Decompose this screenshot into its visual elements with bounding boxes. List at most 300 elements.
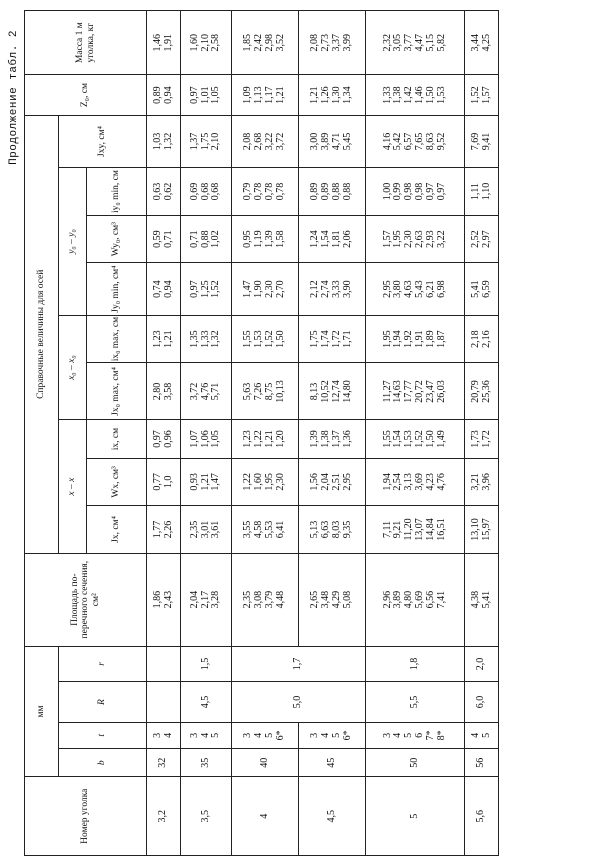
cell-jx-value: 6,63: [320, 520, 332, 539]
cell-jy0-value: 1,47: [242, 280, 254, 298]
cell-ix-value: 1,21: [264, 430, 275, 448]
cell-z0-value: 1,21: [309, 86, 321, 104]
cell-jx-value: 13,07: [414, 518, 425, 541]
cell-jx0-value: 8,13: [309, 382, 321, 401]
cell-mass-value: 4,47: [414, 33, 425, 52]
cell-jy0: [232, 263, 299, 315]
header-reference: Справочные величины для осей: [25, 115, 59, 553]
cell-ix-value: 0,96: [162, 430, 174, 448]
header-ix0: ix₀ max, см: [87, 315, 147, 363]
cell-wy0: [181, 215, 232, 263]
cell-jx: [232, 506, 299, 554]
cell-ix: [366, 420, 465, 458]
header-r: r: [59, 646, 147, 682]
cell-iy0: [147, 168, 181, 216]
cell-jx-value: 3,01: [199, 520, 211, 539]
cell-jxy-value: 9,52: [435, 132, 447, 151]
header-mass: Масса 1 м уголка, кг: [25, 11, 147, 75]
cell-jx0-value: 12,74: [331, 380, 342, 403]
cell-wx-value: 2,95: [341, 473, 353, 491]
cell-z0: [299, 75, 366, 115]
cell-iy0-value: 0,97: [424, 182, 436, 201]
cell-jxy: [181, 115, 232, 167]
cell-jxy-value: 1,03: [151, 132, 163, 151]
cell-wx-value: 1,0: [162, 475, 174, 489]
cell-jy0-value: 1,25: [199, 280, 211, 298]
header-R: R: [59, 682, 147, 722]
cell-ix0-value: 1,87: [435, 330, 447, 348]
header-wy0: Wy₀, см³: [87, 215, 147, 263]
cell-wx-value: 4,76: [435, 473, 447, 491]
cell-wy0: [299, 215, 366, 263]
cell-wx: [232, 458, 299, 506]
cell-area-value: 4,48: [274, 590, 286, 609]
cell-iy0: [181, 168, 232, 216]
cell-t: [232, 722, 299, 748]
cell-z0-value: 1,17: [264, 86, 275, 104]
cell-wx-value: 1,94: [381, 473, 393, 491]
cell-z0: [181, 75, 232, 115]
cell-jy0-value: 2,74: [320, 280, 332, 298]
cell-ix0-value: 1,52: [264, 330, 275, 348]
cell-jx0-value: 3,58: [162, 382, 174, 401]
cell-t-value: 4: [162, 732, 174, 738]
cell-ix0-value: 1,35: [188, 330, 200, 348]
cell-iy0-value: 0,98: [403, 182, 415, 201]
cell-ix0: [299, 315, 366, 363]
cell-jxy-value: 4,16: [381, 132, 393, 151]
cell-jx0-value: 5,63: [242, 382, 254, 401]
cell-ix-value: 1,05: [210, 430, 222, 448]
cell-wy0-value: 2,93: [424, 230, 436, 248]
cell-b: 32: [147, 748, 181, 777]
cell-wy0: [147, 215, 181, 263]
cell-z0-value: 1,34: [341, 86, 353, 104]
cell-iy0-value: 1,11: [469, 182, 481, 201]
cell-jxy: [232, 115, 299, 167]
cell-angle-number: 3,5: [181, 777, 232, 856]
cell-angle-number: 5,6: [465, 777, 499, 856]
cell-ix0: [181, 315, 232, 363]
cell-iy0-value: 0,79: [242, 182, 254, 201]
cell-ix0-value: 1,72: [331, 330, 342, 348]
cell-wy0-value: 1,95: [392, 230, 404, 248]
cell-jx-value: 4,58: [253, 520, 265, 539]
cell-jxy-value: 1,37: [188, 132, 200, 151]
header-area: Площадь поперечного сечения, см²: [25, 553, 147, 646]
header-axis-x0: x₀ – x₀: [59, 315, 87, 420]
cell-iy0-value: 0,98: [414, 182, 425, 201]
cell-jx0: [232, 363, 299, 420]
cell-mass: [147, 11, 181, 75]
cell-b: 50: [366, 748, 465, 777]
cell-jy0: [299, 263, 366, 315]
cell-jxy-value: 6,57: [403, 132, 415, 151]
cell-iy0: [299, 168, 366, 216]
cell-t-value: 4: [469, 732, 481, 738]
cell-jx-value: 5,53: [264, 520, 275, 539]
cell-ix: [299, 420, 366, 458]
cell-t: [465, 722, 499, 748]
header-b: b: [59, 748, 147, 777]
cell-R: 6,0: [465, 682, 499, 722]
cell-r: 1,5: [181, 646, 232, 682]
cell-jxy-value: 3,89: [320, 132, 332, 151]
cell-t: [366, 722, 465, 748]
cell-mass-value: 3,52: [274, 33, 286, 52]
cell-z0-value: 1,52: [469, 86, 481, 104]
cell-jx: [299, 506, 366, 554]
cell-mass-value: 1,46: [151, 33, 163, 52]
cell-r: 1,7: [232, 646, 366, 682]
cell-t-value: 5: [331, 732, 342, 738]
cell-iy0-value: 0,78: [264, 182, 275, 201]
cell-area-value: 2,35: [242, 590, 254, 609]
cell-wy0-value: 0,71: [162, 230, 174, 248]
cell-b: 40: [232, 748, 299, 777]
cell-wy0-value: 0,71: [188, 230, 200, 248]
cell-t-value: 5: [264, 732, 275, 738]
cell-wy0-value: 1,02: [210, 230, 222, 248]
cell-ix0-value: 1,92: [403, 330, 415, 348]
cell-ix-value: 1,22: [253, 430, 265, 448]
cell-iy0-value: 0,62: [162, 182, 174, 201]
cell-jy0-value: 2,30: [264, 280, 275, 298]
cell-wx-value: 2,30: [274, 473, 286, 491]
cell-t-value: 3: [309, 732, 321, 738]
cell-jy0: [366, 263, 465, 315]
cell-wy0-value: 2,30: [403, 230, 415, 248]
cell-ix-value: 1,38: [320, 430, 332, 448]
cell-t-value: 8*: [435, 730, 447, 741]
cell-jxy-value: 2,10: [210, 132, 222, 151]
cell-mass-value: 2,98: [264, 33, 275, 52]
cell-ix0-value: 1,55: [242, 330, 254, 348]
cell-wy0-value: 1,54: [320, 230, 332, 248]
cell-jx0: [299, 363, 366, 420]
cell-jy0: [147, 263, 181, 315]
cell-z0-value: 1,26: [320, 86, 332, 104]
cell-t-value: 3: [151, 732, 163, 738]
cell-ix0-value: 1,50: [274, 330, 286, 348]
cell-iy0-value: 0,78: [253, 182, 265, 201]
cell-iy0-value: 0,68: [199, 182, 211, 201]
cell-t-value: 4: [199, 732, 211, 738]
header-jy0: Jy₀ min, см⁴: [87, 263, 147, 315]
cell-wy0: [232, 215, 299, 263]
table-body: [147, 11, 499, 856]
table-row: [465, 11, 499, 856]
cell-ix0-value: 1,94: [392, 330, 404, 348]
cell-jy0: [465, 263, 499, 315]
header-angle-number: Номер уголка: [25, 777, 147, 856]
cell-ix0-value: 1,89: [424, 330, 436, 348]
cell-jx-value: 6,41: [274, 520, 286, 539]
cell-area-value: 4,38: [469, 590, 481, 609]
cell-jy0-value: 1,90: [253, 280, 265, 298]
cell-ix0-value: 1,33: [199, 330, 211, 348]
cell-ix0-value: 1,91: [414, 330, 425, 348]
cell-jy0: [181, 263, 232, 315]
cell-jx0-value: 10,13: [274, 380, 286, 403]
cell-ix0-value: 1,32: [210, 330, 222, 348]
cell-z0-value: 1,53: [435, 86, 447, 104]
cell-jx-value: 9,35: [341, 520, 353, 539]
cell-jy0-value: 5,43: [414, 280, 425, 298]
cell-jy0-value: 6,98: [435, 280, 447, 298]
cell-jx-value: 13,10: [469, 518, 481, 541]
continuation-note: Продолжение табл. 2: [8, 30, 20, 165]
cell-jx0: [181, 363, 232, 420]
cell-z0-value: 0,94: [162, 86, 174, 104]
cell-angle-number: 4: [232, 777, 299, 856]
cell-t-value: 3: [381, 732, 393, 738]
cell-z0: [232, 75, 299, 115]
cell-iy0-value: 0,97: [435, 182, 447, 201]
cell-ix0: [232, 315, 299, 363]
cell-ix-value: 1,52: [414, 430, 425, 448]
cell-mass-value: 1,91: [162, 33, 174, 52]
cell-jx0-value: 26,03: [435, 380, 447, 403]
cell-jy0-value: 2,70: [274, 280, 286, 298]
cell-jy0-value: 4,63: [403, 280, 415, 298]
cell-t-value: 4: [253, 732, 265, 738]
cell-area-value: 3,89: [392, 590, 404, 609]
cell-jx-value: 15,97: [480, 518, 492, 541]
cell-ix-value: 1,50: [424, 430, 436, 448]
cell-wx-value: 3,69: [414, 473, 425, 491]
cell-ix0-value: 1,75: [309, 330, 321, 348]
cell-area-value: 5,69: [414, 590, 425, 609]
cell-ix-value: 1,55: [381, 430, 393, 448]
cell-iy0-value: 0,78: [274, 182, 286, 201]
cell-jxy-value: 2,68: [253, 132, 265, 151]
cell-iy0-value: 0,99: [392, 182, 404, 201]
cell-wx-value: 3,21: [469, 473, 481, 491]
cell-iy0-value: 0,88: [341, 182, 353, 201]
cell-area-value: 2,65: [309, 590, 321, 609]
cell-mass-value: 2,32: [381, 33, 393, 52]
cell-ix-value: 1,07: [188, 430, 200, 448]
cell-wx-value: 1,56: [309, 473, 321, 491]
header-jxy: Jxy, см⁴: [59, 115, 147, 167]
cell-mass: [299, 11, 366, 75]
cell-area-value: 2,96: [381, 590, 393, 609]
cell-wx-value: 3,96: [480, 473, 492, 491]
cell-z0-value: 1,38: [392, 86, 404, 104]
cell-wx-value: 2,51: [331, 473, 342, 491]
cell-jxy-value: 8,63: [424, 132, 436, 151]
cell-jx0: [465, 363, 499, 420]
cell-jx: [181, 506, 232, 554]
cell-area: [366, 553, 465, 646]
cell-jy0-value: 1,52: [210, 280, 222, 298]
cell-ix0: [465, 315, 499, 363]
cell-iy0-value: 0,88: [331, 182, 342, 201]
cell-mass-value: 2,08: [309, 33, 321, 52]
cell-wx-value: 4,23: [424, 473, 436, 491]
table-row: [299, 11, 366, 856]
cell-jy0-value: 0,74: [151, 280, 163, 298]
cell-r: [147, 646, 181, 682]
cell-mass-value: 1,60: [188, 33, 200, 52]
cell-wy0-value: 1,81: [331, 230, 342, 248]
cell-iy0-value: 1,00: [381, 182, 393, 201]
cell-jx-value: 5,13: [309, 520, 321, 539]
cell-area-value: 7,41: [435, 590, 447, 609]
cell-area: [465, 553, 499, 646]
cell-jx-value: 11,20: [403, 518, 415, 541]
cell-area: [299, 553, 366, 646]
cell-ix0-value: 1,23: [151, 330, 163, 348]
cell-wy0-value: 1,19: [253, 230, 265, 248]
cell-wy0-value: 1,57: [381, 230, 393, 248]
cell-jx-value: 3,55: [242, 520, 254, 539]
cell-angle-number: 3,2: [147, 777, 181, 856]
cell-mass-value: 3,05: [392, 33, 404, 52]
cell-mass-value: 3,37: [331, 33, 342, 52]
cell-iy0: [232, 168, 299, 216]
cell-jy0-value: 3,33: [331, 280, 342, 298]
cell-jxy-value: 3,72: [274, 132, 286, 151]
cell-z0-value: 1,42: [403, 86, 415, 104]
header-jx: Jx, см⁴: [87, 506, 147, 554]
cell-area-value: 2,43: [162, 590, 174, 609]
cell-jxy-value: 7,65: [414, 132, 425, 151]
cell-jy0-value: 5,41: [469, 280, 481, 298]
cell-wx-value: 2,04: [320, 473, 332, 491]
cell-ix: [181, 420, 232, 458]
cell-jx0-value: 7,26: [253, 382, 265, 401]
cell-wx: [299, 458, 366, 506]
cell-z0: [366, 75, 465, 115]
cell-ix-value: 0,97: [151, 430, 163, 448]
cell-jxy-value: 5,42: [392, 132, 404, 151]
cell-jx-value: 14,84: [424, 518, 436, 541]
cell-iy0-value: 0,69: [188, 182, 200, 201]
cell-t-value: 4: [320, 732, 332, 738]
cell-wy0-value: 0,88: [199, 230, 211, 248]
cell-jy0-value: 6,21: [424, 280, 436, 298]
cell-jx0-value: 10,52: [320, 380, 332, 403]
cell-t-value: 5: [480, 732, 492, 738]
cell-iy0-value: 0,89: [320, 182, 332, 201]
cell-iy0-value: 0,68: [210, 182, 222, 201]
cell-wx-value: 1,60: [253, 473, 265, 491]
cell-z0: [147, 75, 181, 115]
cell-iy0-value: 0,89: [309, 182, 321, 201]
cell-b: 35: [181, 748, 232, 777]
cell-t-value: 5: [210, 732, 222, 738]
cell-ix0-value: 1,74: [320, 330, 332, 348]
cell-ix: [147, 420, 181, 458]
cell-jxy: [147, 115, 181, 167]
cell-wy0-value: 0,59: [151, 230, 163, 248]
cell-t-value: 4: [392, 732, 404, 738]
cell-jx-value: 7,11: [381, 520, 393, 539]
cell-jy0-value: 2,12: [309, 280, 321, 298]
cell-z0-value: 1,46: [414, 86, 425, 104]
cell-R: 5,5: [366, 682, 465, 722]
cell-wx: [366, 458, 465, 506]
cell-ix-value: 1,23: [242, 430, 254, 448]
cell-mass: [181, 11, 232, 75]
cell-area-value: 3,48: [320, 590, 332, 609]
cell-z0-value: 0,89: [151, 86, 163, 104]
cell-t-value: 7*: [424, 730, 436, 741]
cell-wy0: [366, 215, 465, 263]
cell-mass-value: 1,85: [242, 33, 254, 52]
cell-ix-value: 1,39: [309, 430, 321, 448]
header-mm: мм: [25, 646, 59, 777]
cell-mass-value: 5,82: [435, 33, 447, 52]
cell-wx: [181, 458, 232, 506]
cell-ix-value: 1,20: [274, 430, 286, 448]
cell-area-value: 5,41: [480, 590, 492, 609]
cell-ix-value: 1,72: [480, 430, 492, 448]
header-wx: Wx, см³: [87, 458, 147, 506]
cell-jxy-value: 4,71: [331, 132, 342, 151]
cell-wy0-value: 2,06: [341, 230, 353, 248]
header-iy0: iy₀ min, см: [87, 168, 147, 216]
cell-mass-value: 2,42: [253, 33, 265, 52]
cell-z0-value: 1,05: [210, 86, 222, 104]
cell-t-value: 3: [242, 732, 254, 738]
cell-z0-value: 0,97: [188, 86, 200, 104]
angle-properties-table: [24, 10, 499, 856]
cell-jxy: [366, 115, 465, 167]
cell-wx-value: 1,21: [199, 473, 211, 491]
cell-jy0-value: 0,94: [162, 280, 174, 298]
cell-jx-value: 9,21: [392, 520, 404, 539]
cell-mass-value: 3,44: [469, 33, 481, 52]
cell-jxy-value: 3,00: [309, 132, 321, 151]
cell-jxy-value: 2,08: [242, 132, 254, 151]
cell-R: 4,5: [181, 682, 232, 722]
cell-mass-value: 2,58: [210, 33, 222, 52]
cell-ix0-value: 1,21: [162, 330, 174, 348]
cell-jx0: [366, 363, 465, 420]
cell-mass: [366, 11, 465, 75]
cell-t-value: 6*: [341, 730, 353, 741]
header-axis-xx: x – x: [59, 420, 87, 553]
cell-wy0: [465, 215, 499, 263]
cell-area-value: 1,86: [151, 590, 163, 609]
cell-jx0-value: 20,72: [414, 380, 425, 403]
cell-wy0-value: 1,24: [309, 230, 321, 248]
cell-jxy: [465, 115, 499, 167]
cell-jx0-value: 25,36: [480, 380, 492, 403]
cell-ix0-value: 1,53: [253, 330, 265, 348]
cell-jxy-value: 1,75: [199, 132, 211, 151]
cell-area-value: 6,56: [424, 590, 436, 609]
cell-z0-value: 1,01: [199, 86, 211, 104]
cell-mass-value: 4,25: [480, 33, 492, 52]
cell-jx0-value: 3,72: [188, 382, 200, 401]
cell-wy0-value: 1,58: [274, 230, 286, 248]
cell-z0-value: 1,21: [274, 86, 286, 104]
header-axis-y0: y₀ – y₀: [59, 168, 87, 316]
cell-mass: [465, 11, 499, 75]
cell-jx0-value: 8,75: [264, 382, 275, 401]
cell-jx0-value: 23,47: [424, 380, 436, 403]
cell-wx: [147, 458, 181, 506]
cell-R: [147, 682, 181, 722]
cell-z0: [465, 75, 499, 115]
cell-jx0-value: 20,79: [469, 380, 481, 403]
cell-iy0: [465, 168, 499, 216]
cell-area-value: 2,04: [188, 590, 200, 609]
